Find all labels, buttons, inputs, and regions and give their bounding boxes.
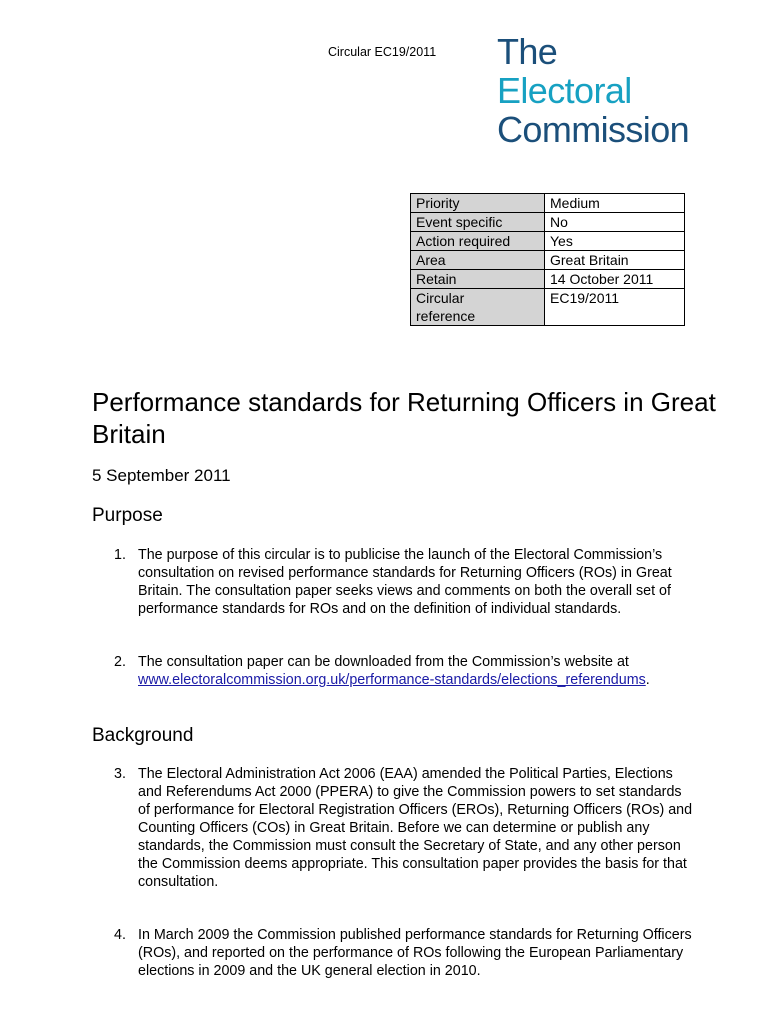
document-date: 5 September 2011 <box>92 466 231 485</box>
logo-line-commission: Commission <box>497 109 690 150</box>
paragraph-1 <box>114 546 694 618</box>
consultation-paper-link[interactable]: www.electoralcommission.org.uk/performance-standards/elections_referendums <box>138 672 646 688</box>
info-table-value: Yes <box>545 232 685 251</box>
paragraph-number: 3. <box>114 766 126 782</box>
info-table-value: Great Britain <box>545 251 685 270</box>
logo-line-electoral: Electoral <box>497 70 632 111</box>
paragraph-text: The purpose of this circular is to publicise the launch of the Electoral Commission’s consultation on revised performance standards for Returning Officers (ROs) in Great Britain. The consultation paper seeks views and comments on both the overall set of performance standards for ROs and on the definition of individual standards. <box>138 547 672 617</box>
info-table-label: Priority <box>411 194 545 213</box>
circular-reference-header: Circular EC19/2011 <box>328 45 437 59</box>
info-table-row <box>411 251 685 270</box>
info-table-label: Action required <box>411 232 545 251</box>
info-table-row <box>411 213 685 232</box>
paragraph-number: 1. <box>114 547 126 563</box>
info-table-value: EC19/2011 <box>545 289 685 326</box>
info-table-value: Medium <box>545 194 685 213</box>
paragraph-text: In March 2009 the Commission published performance standards for Returning Officers (ROs), and reported on the performance of ROs following the European Parliamentary elections in 2009 and the UK general election in 2010. <box>138 927 692 979</box>
info-table-label: Retain <box>411 270 545 289</box>
circular-info-table <box>410 193 685 326</box>
paragraph-4 <box>114 926 694 980</box>
paragraph-text-after-link: . <box>645 672 650 688</box>
paragraph-number: 2. <box>114 654 126 670</box>
section-heading-background: Background <box>92 725 194 746</box>
paragraph-text <box>138 653 694 689</box>
electoral-commission-logo <box>497 32 689 149</box>
info-table-row <box>411 270 685 289</box>
paragraph-text: The Electoral Administration Act 2006 (EAA) amended the Political Parties, Elections and Referendums Act 2000 (PPERA) to give the Commission powers to set standards of performance for Electoral Registration Officers (EROs), Returning Officers (ROs) and Counting Officers (COs) in Great Britain. Before we can determine or publish any standards, the Commission must consult the Secretary of State, and any other person the Commission deems appropriate. This consultation paper provides the basis for that consultation. <box>138 766 693 890</box>
info-table-row <box>411 289 685 326</box>
paragraph-number: 4. <box>114 927 126 943</box>
info-table-value: 14 October 2011 <box>545 270 685 289</box>
info-table-row <box>411 194 685 213</box>
paragraph-text-before-link: The consultation paper can be downloaded from the Commission’s website at <box>138 654 629 670</box>
info-table-row <box>411 232 685 251</box>
info-table-label: Event specific <box>411 213 545 232</box>
info-table-value: No <box>545 213 685 232</box>
paragraph-3 <box>114 765 694 891</box>
section-heading-purpose: Purpose <box>92 505 163 526</box>
info-table-label: Circular reference <box>411 289 545 326</box>
logo-line-the: The <box>497 31 558 72</box>
info-table-label: Area <box>411 251 545 270</box>
page-title: Performance standards for Returning Officers in Great Britain <box>92 387 716 449</box>
paragraph-2 <box>114 653 694 689</box>
